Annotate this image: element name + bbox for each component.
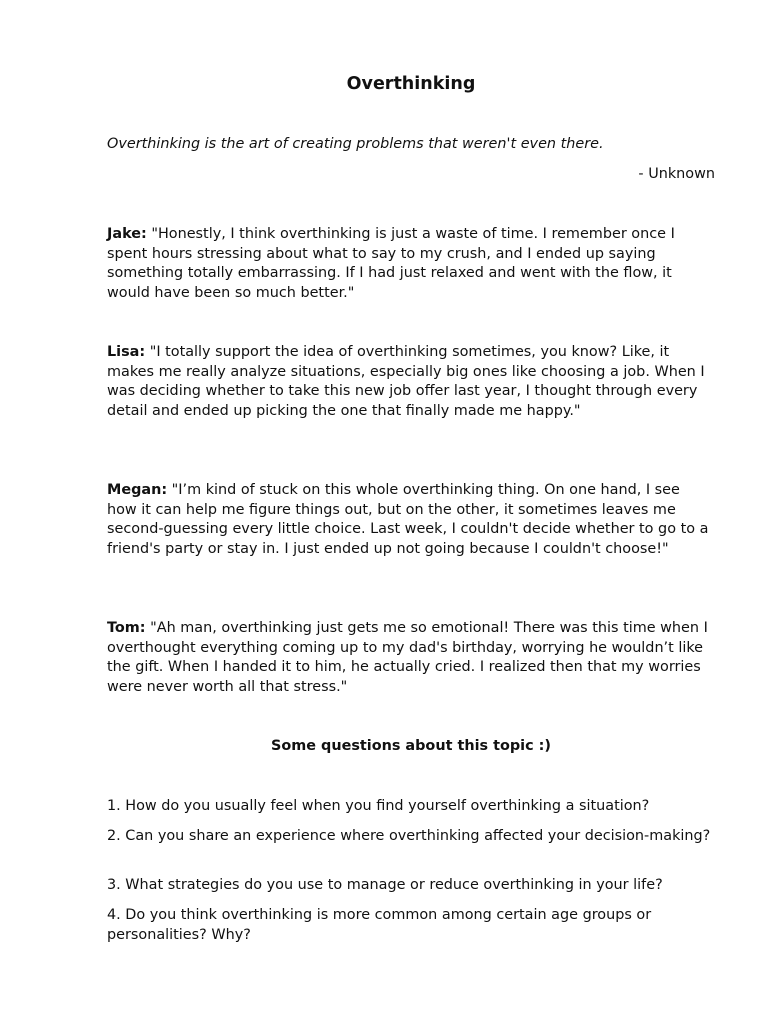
opinion-jake — [107, 225, 713, 303]
question-item: 4. Do you think overthinking is more common among certain age groups or personalities? Why? — [107, 907, 652, 943]
speaker-name: Megan: — [107, 482, 168, 498]
opinion-text: "Honestly, I think overthinking is just a waste of time. I remember once I spent hours stressing about what to say to my crush, and I ended up saying something totally embarrassing. If I had just relaxed and went with the flow, it would have been so much better." — [107, 226, 675, 301]
opinion-lisa — [107, 343, 713, 421]
page-title: Overthinking — [346, 74, 476, 94]
opinion-text: "Ah man, overthinking just gets me so emotional! There was this time when I overthought everything coming up to my dad's birthday, worrying he wouldn’t like the gift. When I handed it to him, he actually cried. I realized then that my worries were never worth all that stress." — [107, 620, 708, 695]
opinion-text: "I’m kind of stuck on this whole overthinking thing. On one hand, I see how it can help me figure things out, but on the other, it sometimes leaves me second-guessing every little choice. Last week, I couldn't decide whether to go to a friend's party or stay in. I just ended up not going because I couldn't choose!" — [107, 482, 709, 557]
question-item: 3. What strategies do you use to manage or reduce overthinking in your life? — [107, 877, 663, 893]
speaker-name: Lisa: — [107, 344, 146, 360]
questions-heading: Some questions about this topic :) — [271, 738, 551, 754]
epigraph-attribution: - Unknown — [638, 166, 715, 182]
question-item: 2. Can you share an experience where overthinking affected your decision-making? — [107, 828, 711, 844]
opinion-tom — [107, 619, 713, 697]
opinion-megan — [107, 481, 713, 559]
question-item: 1. How do you usually feel when you find yourself overthinking a situation? — [107, 798, 650, 814]
opinion-text: "I totally support the idea of overthinking sometimes, you know? Like, it makes me really analyze situations, especially big ones like choosing a job. When I was deciding whether to take this new job offer last year, I thought through every detail and ended up picking the one that finally made me happy." — [107, 344, 705, 419]
epigraph-quote: Overthinking is the art of creating problems that weren't even there. — [107, 136, 604, 152]
speaker-name: Tom: — [107, 620, 146, 636]
speaker-name: Jake: — [107, 226, 147, 242]
